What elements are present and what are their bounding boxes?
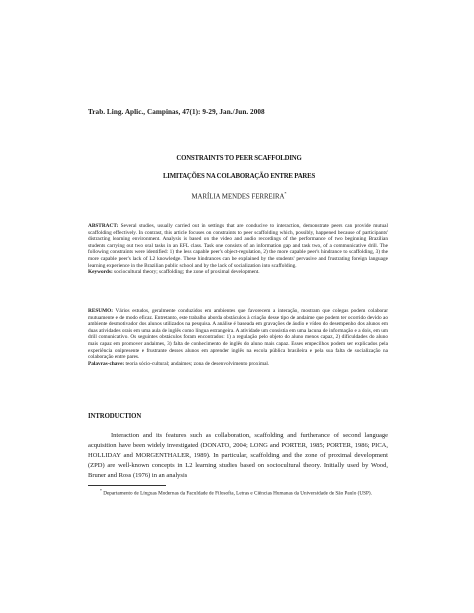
title-portuguese: LIMITAÇÕES NA COLABORAÇÃO ENTRE PARES — [162, 173, 316, 180]
introduction-text: Interaction and its features such as collaboration, scaffolding and furtherance of second language acquisition have been widely investigated (DONATO, 2004; LONG and PORTER, 1985; PORTER, 1986; PICA, HOLLIDAY and MORGENTHALER, 1989). In particular, scaffolding and the zone of proximal development (ZPD) are well-known concepts in L2 learning studies based on sociocultural theory. Initially used by Wood, Bruner and Ross (1976) in an analysis — [88, 432, 388, 480]
abstract-label: ABSTRACT: — [88, 223, 119, 229]
author-footnote-mark: * — [284, 191, 287, 196]
resumo-keywords — [88, 361, 388, 368]
abstract-text: Several studies, usually carried out in settings that are conducive to interaction, demonstrate peers can provide mutual scaffolding effectively. In contrast, this article focuses on constraints to peer scaffolding which, possibly, happened because of participants' distracting learning environment. Analysis is based on the video and audio recordings of the performance of two beginning Brazilian students carrying out two oral tasks in an EFL class. Task one consists of an information gap and task two, of a communicative drill. The following constraints were identified: 1) the less capable peer's object-regulation, 2) the more capable peer's hindrance to scaffolding, 3) the more capable peer's lack of L2 knowledge. These hindrances can be explained by the students' pervasive and frustrating foreign language learning experience in the Brazilian public school and by the lack of socialization into scaffolding. — [88, 223, 389, 269]
footnote — [88, 488, 388, 497]
journal-citation: Trab. Ling. Aplic., Campinas, 47(1): 9-29, Jan./Jun. 2008 — [88, 108, 265, 116]
abstract-keywords — [88, 269, 388, 276]
palavras-chave-text: teoria sócio-cultural; andaimes; zona de desenvolvimento proximal. — [125, 360, 270, 367]
footnote-divider — [88, 485, 166, 486]
author-line — [88, 191, 390, 200]
palavras-chave-label: Palavras-chave: — [88, 360, 125, 367]
author-name: MARÍLIA MENDES FERREIRA — [191, 193, 285, 201]
abstract-section — [88, 223, 388, 276]
keywords-text: sociocultural theory; scaffolding; the zone of proximal development. — [114, 269, 260, 276]
resumo-body — [88, 308, 388, 361]
footnote-text: Departamento de Línguas Modernas da Faculdade de Filosofia, Letras e Ciências Humanas da Universidade de São Paulo (USP). — [103, 490, 372, 497]
resumo-label: RESUMO: — [88, 308, 114, 314]
abstract-body — [88, 223, 388, 269]
title-english: CONSTRAINTS TO PEER SCAFFOLDING — [176, 155, 302, 162]
resumo-section — [88, 308, 388, 367]
title-block — [88, 155, 390, 200]
keywords-label: Keywords: — [88, 269, 113, 276]
resumo-text: Vários estudos, geralmente conduzidos em ambientes que favorecem a interação, mostram que colegas podem colaborar mutuamente e de modo eficaz. Entretanto, este trabalho aborda obstáculos à criação desse tipo de andaime que podem ter ocorrido devido ao ambiente desmotivador dos alunos utilizados na pesquisa. A análise é baseada em gravações de áudio e vídeo do desempenho dos alunos em duas atividades orais em uma aula de inglês como língua estrangeira. A atividade um consistia em uma lacuna de informação e a dois, em um drill comunicativo. Os seguintes obstáculos foram encontrados: 1) a regulação pelo objeto do aluno menos capaz, 2) dificuldades do aluno mais capaz em promover andaimes, 3) falta de conhecimento de inglês do aluno mais capaz. Esses empecilhos podem ser explicados pela experiência onipresente e frustrante desses alunos em aprender inglês na escola pública brasileira e pela sua falta de socialização na colaboração entre pares. — [88, 308, 388, 361]
footnote-mark: * — [100, 489, 102, 493]
introduction-heading: INTRODUCTION — [88, 413, 142, 420]
